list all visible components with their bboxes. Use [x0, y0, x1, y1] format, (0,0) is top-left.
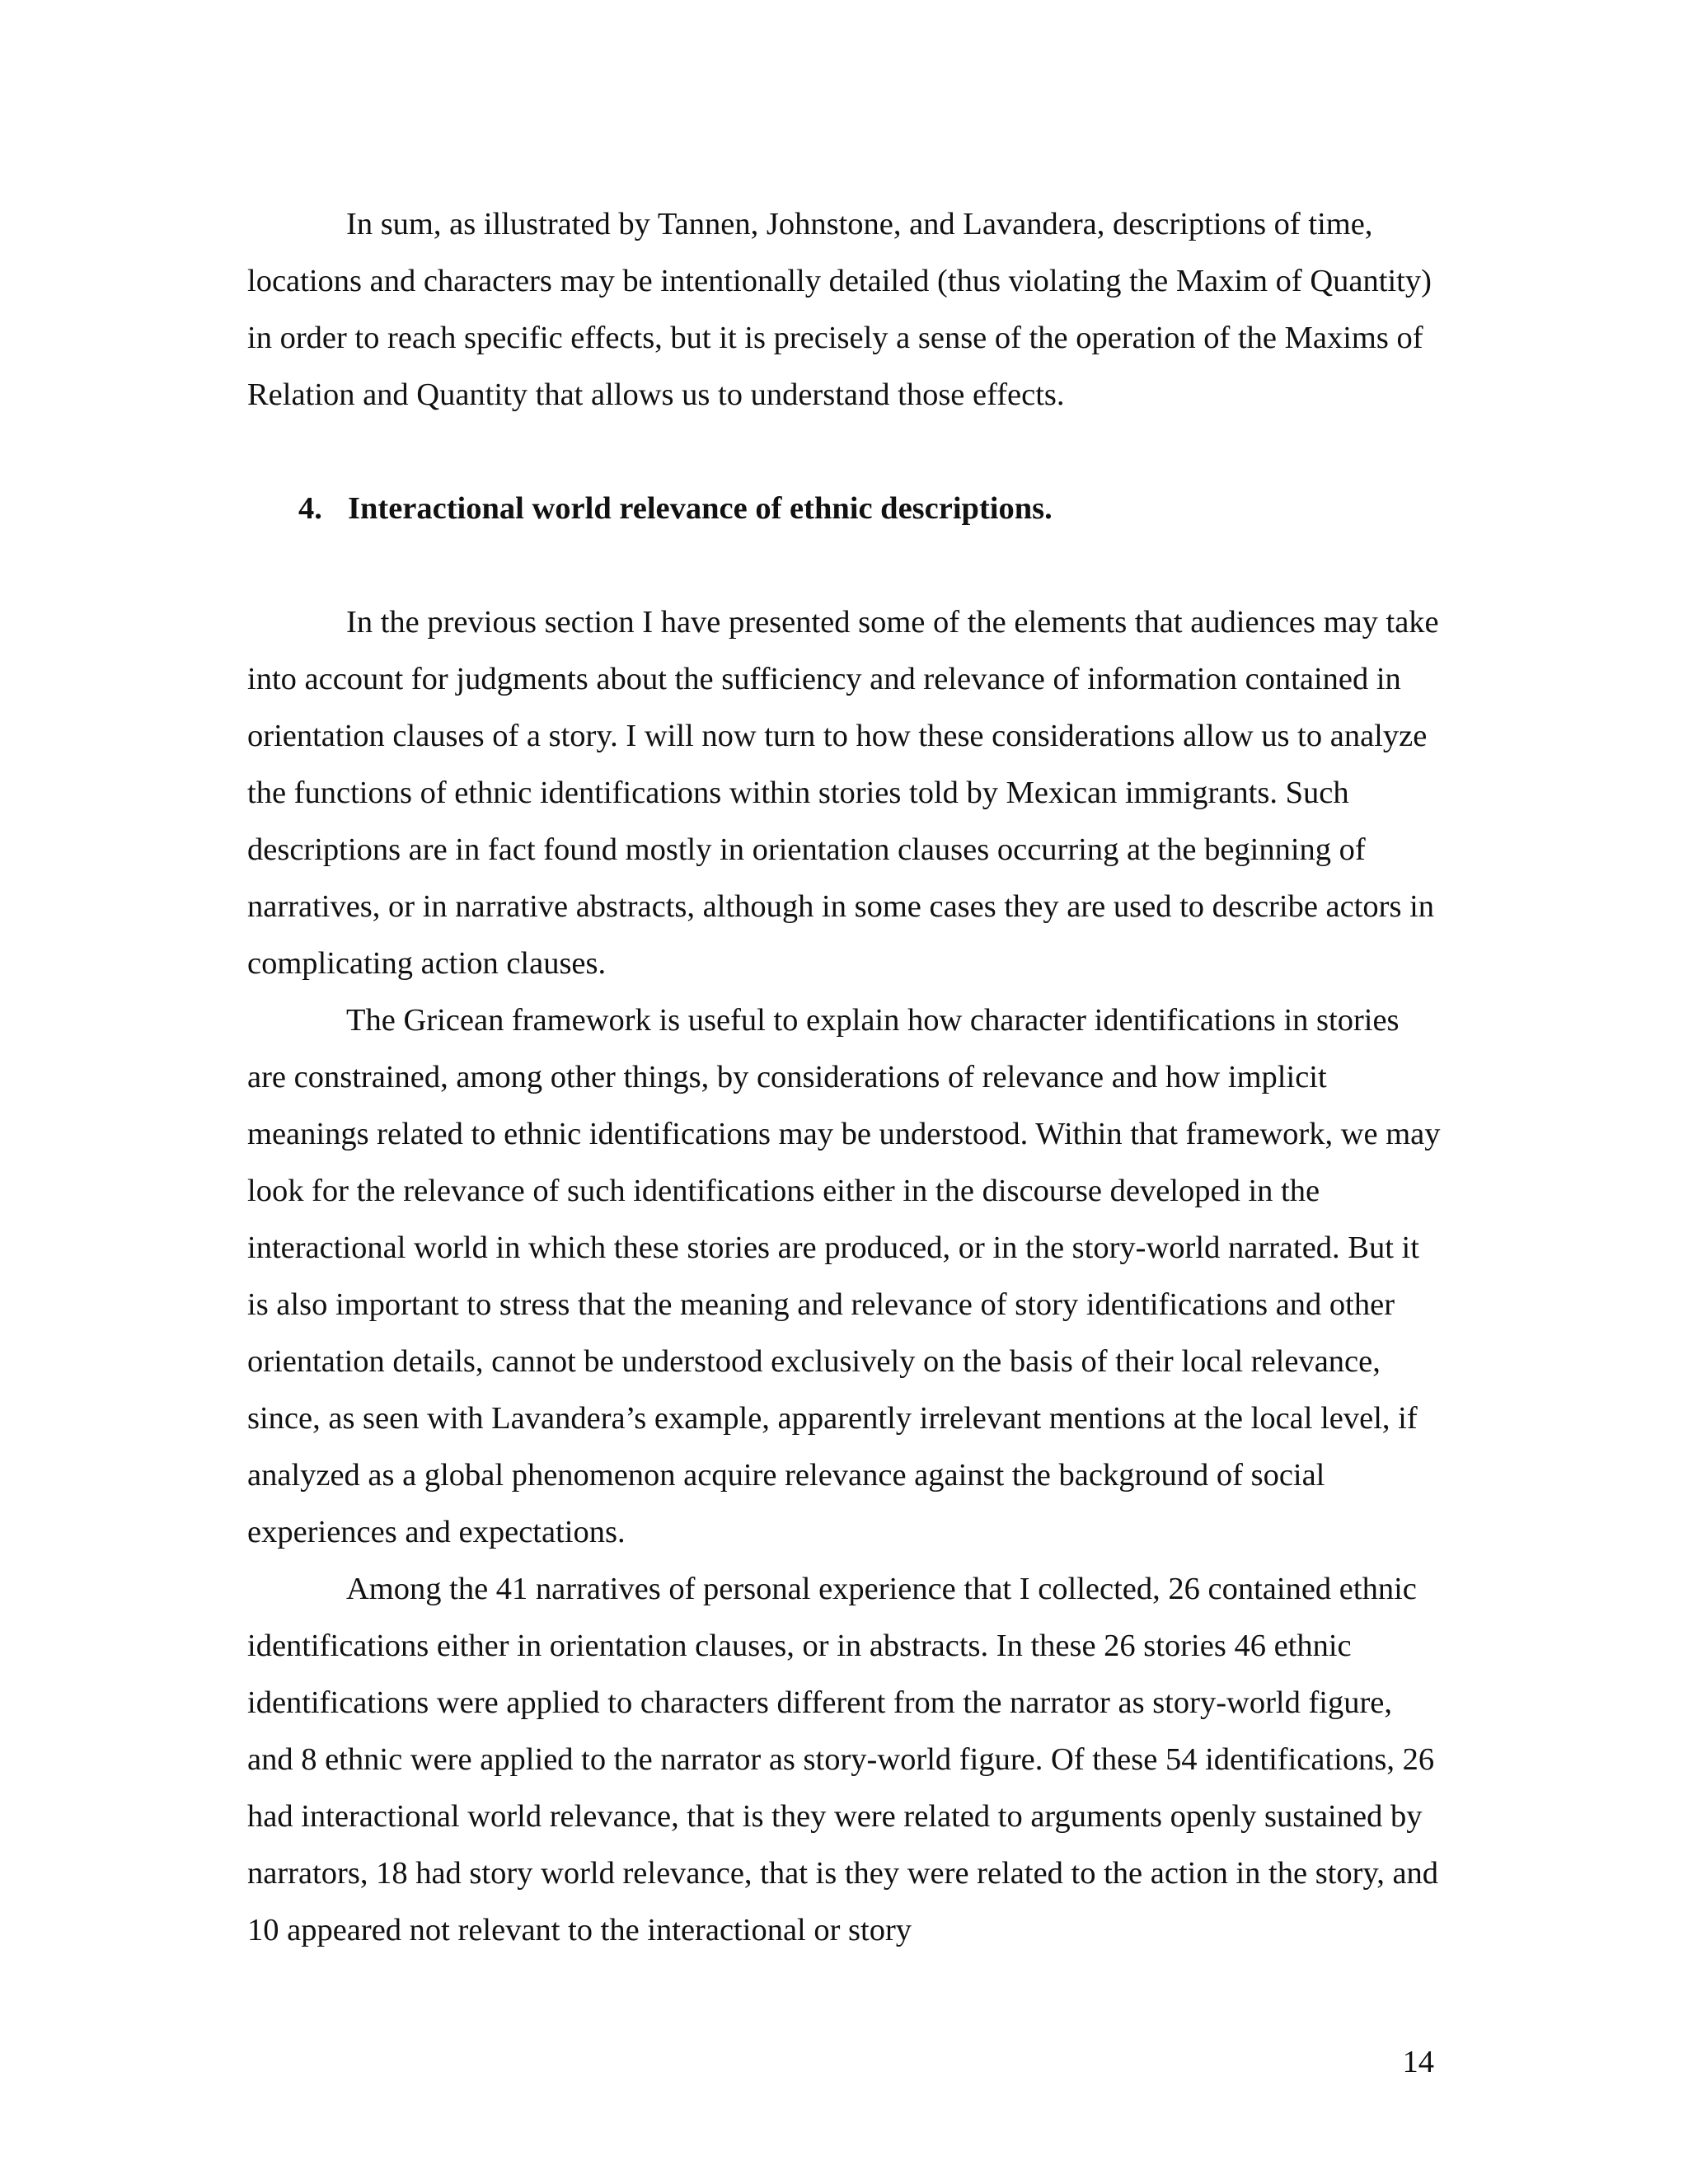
page-number: 14	[1402, 2045, 1434, 2079]
paragraph-summary: In sum, as illustrated by Tannen, Johnstone, and Lavandera, descriptions of time, locations and characters may be intentionally detailed (thus violating the Maxim of Quantity) in order to reach specific effects, but it is precisely a sense of the operation of the Maxims of Relation and Quantity that allows us to understand those effects.	[247, 207, 1432, 412]
section-title: Interactional world relevance of ethnic descriptions.	[348, 491, 1053, 526]
paragraph-narratives-count: Among the 41 narratives of personal experience that I collected, 26 contained ethnic identifications either in orientation clauses, or in abstracts. In these 26 stories 46 ethnic identifications were applied to characters different from the narrator as story-world figure, and 8 ethnic were applied to the narrator as story-world figure. Of these 54 identifications, 26 had interactional world relevance, that is they were related to arguments openly sustained by narrators, 18 had story world relevance, that is they were related to the action in the story, and 10 appeared not relevant to the interactional or story	[247, 1572, 1439, 1947]
section-heading	[298, 480, 1444, 537]
paragraph-gricean-framework: The Gricean framework is useful to explain how character identifications in stories are constrained, among other things, by considerations of relevance and how implicit meanings related to ethnic identifications may be understood. Within that framework, we may look for the relevance of such identifications either in the discourse developed in the interactional world in which these stories are produced, or in the story-world narrated. But it is also important to stress that the meaning and relevance of story identifications and other orientation details, cannot be understood exclusively on the basis of their local relevance, since, as seen with Lavandera’s example, apparently irrelevant mentions at the local level, if analyzed as a global phenomenon acquire relevance against the background of social experiences and expectations.	[247, 1003, 1441, 1549]
section-number: 4.	[298, 491, 322, 526]
paragraph-previous-section: In the previous section I have presented some of the elements that audiences may take into account for judgments about the sufficiency and relevance of information contained in orientation clauses of a story. I will now turn to how these considerations allow us to analyze the functions of ethnic identifications within stories told by Mexican immigrants. Such descriptions are in fact found mostly in orientation clauses occurring at the beginning of narratives, or in narrative abstracts, although in some cases they are used to describe actors in complicating action clauses.	[247, 605, 1439, 981]
page-body	[247, 196, 1444, 1959]
